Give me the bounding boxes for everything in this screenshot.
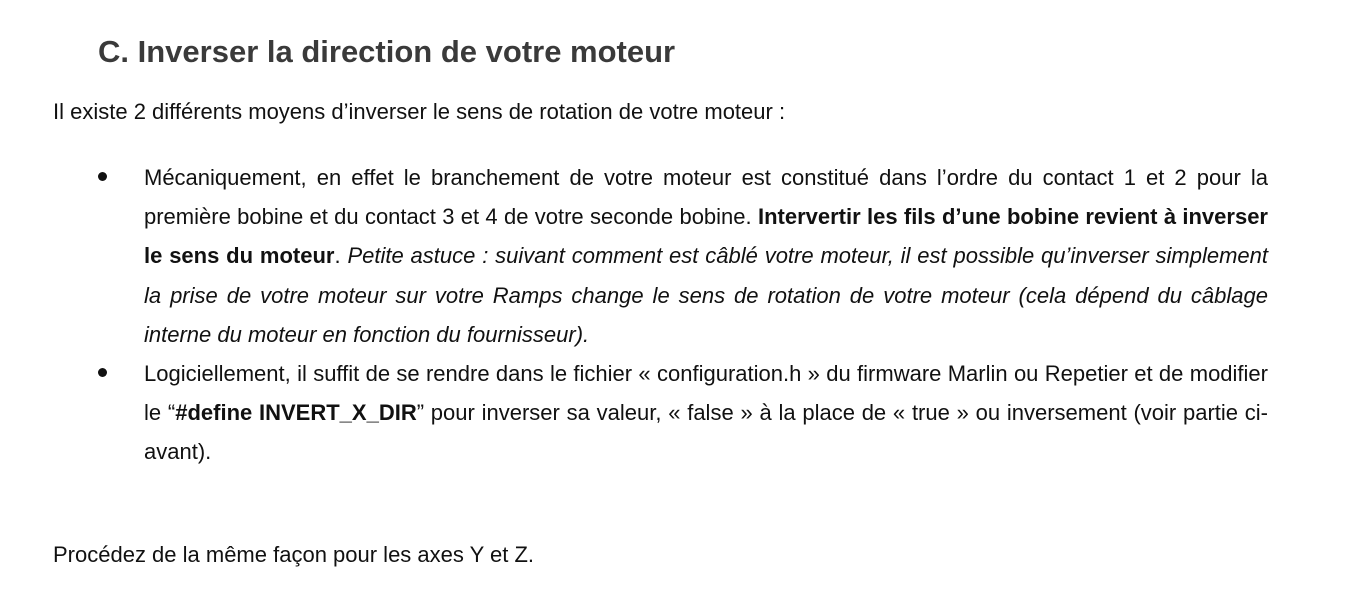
bullet-text-plain: ” pour inverser sa valeur, « false » à la place de « true » ou inversement (voir partie ci-avant).: [144, 400, 1269, 465]
bullet-icon: [98, 172, 107, 181]
bullet-text-bold: Intervertir les fils d’une bobine revient à inverser le sens du moteur: [144, 204, 1268, 269]
bullet-text-software: [144, 354, 1268, 472]
bullet-text-plain: Mécaniquement, en effet le branchement de votre moteur est constitué dans l’ordre du contact 1 et 2 pour la première bobine et du contact 3 et 4 de votre seconde bobine.: [144, 165, 1268, 230]
tip-text: Petite astuce : suivant comment est câblé votre moteur, il est possible qu’inverser simplement la prise de votre moteur sur votre Ramps change le sens de rotation de votre moteur (cela dépend du câblage interne du moteur en fonction du fournisseur).: [144, 243, 1268, 347]
bullet-text-mechanical: [144, 158, 1268, 354]
outro-paragraph: Procédez de la même façon pour les axes Y et Z.: [53, 542, 535, 567]
bullet-text-plain: .: [334, 243, 348, 269]
list-item: [0, 354, 1367, 472]
section-heading: C. Inverser la direction de votre moteur: [98, 34, 676, 69]
bullet-icon: [98, 368, 107, 377]
intro-paragraph: Il existe 2 différents moyens d’inverser le sens de rotation de votre moteur :: [53, 99, 786, 124]
list-item: [0, 158, 1367, 354]
bullet-text-plain: Logiciellement, il suffit de se rendre dans le fichier « configuration.h » du firmware Marlin ou Repetier et de modifier le “: [144, 361, 1268, 426]
bullet-list: [0, 158, 1367, 472]
code-define-text: #define INVERT_X_DIR: [175, 400, 417, 426]
